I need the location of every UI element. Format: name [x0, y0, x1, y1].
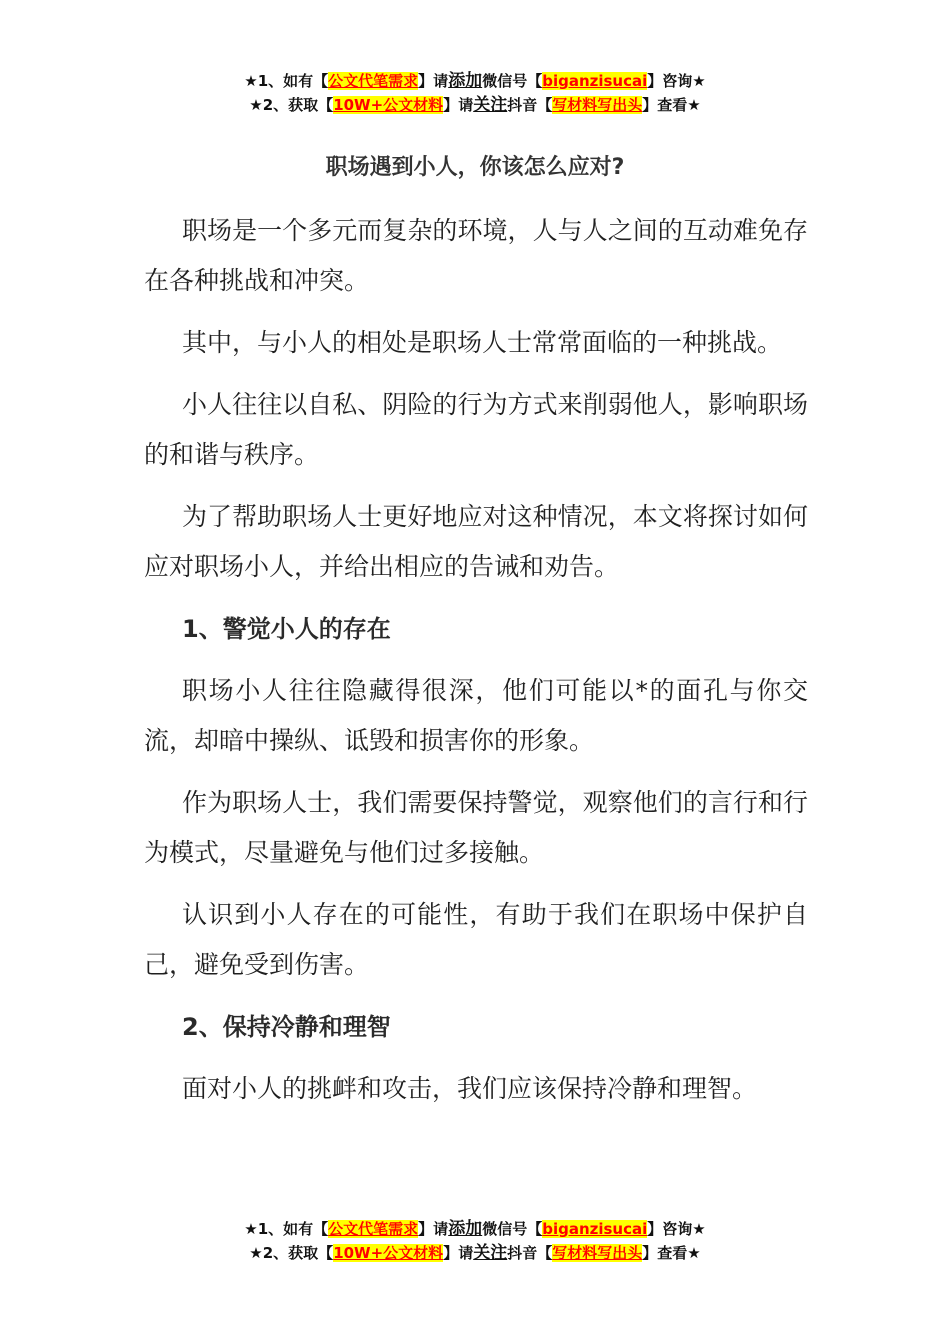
promo-text: 抖音【 — [507, 1244, 553, 1262]
promo-text: 】请 — [443, 1244, 474, 1262]
promo-highlight-wechat-id: biganzisucai — [542, 1220, 648, 1238]
paragraph: 认识到小人存在的可能性，有助于我们在职场中保护自己，避免受到伤害。 — [144, 900, 808, 979]
promo-highlight-materials: 10W+公文材料 — [333, 96, 444, 114]
promo-text: 】请 — [418, 1220, 449, 1238]
promo-highlight-materials: 10W+公文材料 — [333, 1244, 444, 1262]
paragraph: 职场是一个多元而复杂的环境，人与人之间的互动难免存在各种挑战和冲突。 — [144, 216, 808, 295]
promo-text: 抖音【 — [507, 96, 553, 114]
paragraph: 其中，与小人的相处是职场人士常常面临的一种挑战。 — [182, 328, 783, 357]
promo-line-1 — [0, 1217, 950, 1241]
promo-text: 】咨询★ — [647, 72, 706, 90]
promo-line-2 — [0, 93, 950, 117]
promo-line-2 — [0, 1241, 950, 1265]
document-body — [144, 206, 808, 1126]
section-heading: 2、保持冷静和理智 — [182, 1013, 391, 1041]
promo-text: ★1、如有【 — [244, 72, 329, 90]
promo-text: 微信号【 — [482, 72, 543, 90]
promo-text: 】咨询★ — [647, 1220, 706, 1238]
promo-emphasis: 添加 — [448, 1219, 483, 1239]
promo-highlight-wechat-id: biganzisucai — [542, 72, 648, 90]
promo-text: ★2、获取【 — [249, 96, 334, 114]
promo-text: 微信号【 — [482, 1220, 543, 1238]
promo-highlight-service: 公文代笔需求 — [328, 1220, 419, 1238]
promo-header — [0, 69, 950, 117]
promo-text: 】查看★ — [642, 96, 701, 114]
promo-emphasis: 关注 — [473, 1243, 508, 1263]
promo-text: 】请 — [443, 96, 474, 114]
promo-text: 】请 — [418, 72, 449, 90]
paragraph: 小人往往以自私、阴险的行为方式来削弱他人，影响职场的和谐与秩序。 — [144, 390, 808, 469]
paragraph: 作为职场人士，我们需要保持警觉，观察他们的言行和行为模式，尽量避免与他们过多接触。 — [144, 788, 808, 867]
promo-highlight-douyin: 写材料写出头 — [552, 96, 643, 114]
promo-emphasis: 关注 — [473, 95, 508, 115]
promo-emphasis: 添加 — [448, 71, 483, 91]
paragraph: 为了帮助职场人士更好地应对这种情况，本文将探讨如何应对职场小人，并给出相应的告诫和劝告。 — [144, 502, 808, 581]
paragraph: 职场小人往往隐藏得很深，他们可能以*的面孔与你交流，却暗中操纵、诋毁和损害你的形象。 — [144, 676, 808, 755]
promo-text: ★1、如有【 — [244, 1220, 329, 1238]
section-heading: 1、警觉小人的存在 — [182, 615, 391, 643]
promo-highlight-service: 公文代笔需求 — [328, 72, 419, 90]
promo-line-1 — [0, 69, 950, 93]
paragraph: 面对小人的挑衅和攻击，我们应该保持冷静和理智。 — [182, 1074, 758, 1103]
promo-text: ★2、获取【 — [249, 1244, 334, 1262]
promo-highlight-douyin: 写材料写出头 — [552, 1244, 643, 1262]
document-title: 职场遇到小人，你该怎么应对? — [325, 155, 625, 180]
promo-footer — [0, 1217, 950, 1265]
promo-text: 】查看★ — [642, 1244, 701, 1262]
